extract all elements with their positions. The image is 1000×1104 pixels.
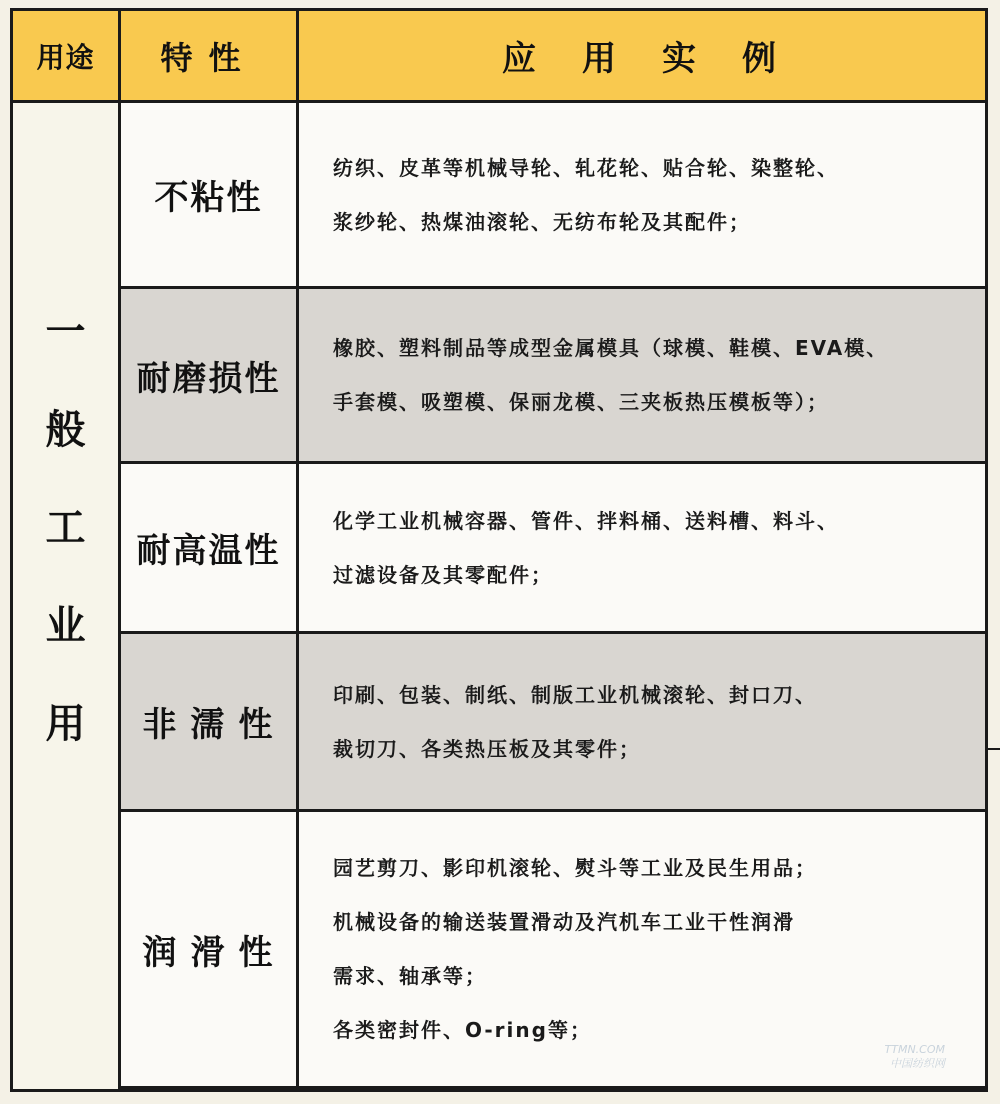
property-cell: 润滑性	[121, 812, 299, 1086]
application-line: 手套模、吸塑模、保丽龙模、三夹板热压模板等）；	[333, 390, 829, 414]
application-line: 印刷、包装、制纸、制版工业机械滚轮、封口刀、	[333, 682, 817, 707]
application-cell	[299, 812, 985, 1086]
application-line: 各类密封件、O-ring等；	[333, 1018, 592, 1042]
application-cell	[299, 289, 985, 461]
application-table	[10, 8, 988, 1092]
watermark: TTMN.COM 中国纺织网	[884, 1043, 945, 1070]
header-use: 用途	[13, 11, 121, 103]
application-line: 化学工业机械容器、管件、拌料桶、送料槽、料斗、	[333, 508, 839, 533]
property-cell: 耐磨损性	[121, 289, 299, 461]
application-line: 纺织、皮革等机械导轮、轧花轮、贴合轮、染整轮、	[333, 155, 839, 180]
use-char: 工	[45, 505, 86, 551]
table-row	[121, 289, 985, 464]
header-application: 应用实例	[299, 11, 985, 103]
property-cell: 非濡性	[121, 634, 299, 809]
table-row	[121, 634, 985, 812]
use-char: 般	[45, 407, 86, 453]
application-line: 机械设备的输送装置滑动及汽机车工业干性润滑	[333, 910, 795, 934]
application-line: 过滤设备及其零配件；	[333, 562, 553, 587]
application-line: 橡胶、塑料制品等成型金属模具（球模、鞋模、EVA模、	[333, 336, 889, 360]
application-line: 浆纱轮、热煤油滚轮、无纺布轮及其配件；	[333, 209, 751, 234]
table-row	[121, 103, 985, 289]
application-cell	[299, 464, 985, 631]
application-cell	[299, 634, 985, 809]
edge-tick-mark	[986, 748, 1000, 750]
application-line: 园艺剪刀、影印机滚轮、熨斗等工业及民生用品；	[333, 856, 817, 880]
use-category-cell	[13, 103, 121, 1089]
application-cell	[299, 103, 985, 286]
use-category-text	[13, 283, 118, 773]
property-cell: 耐高温性	[121, 464, 299, 631]
use-char: 用	[45, 701, 86, 747]
property-cell: 不粘性	[121, 103, 299, 286]
header-property: 特性	[121, 11, 299, 103]
use-char: 业	[45, 603, 86, 649]
application-line: 需求、轴承等；	[333, 964, 487, 988]
table-row	[121, 812, 985, 1089]
table-row	[121, 464, 985, 634]
use-char: 一	[45, 309, 86, 355]
application-line: 裁切刀、各类热压板及其零件；	[333, 736, 641, 761]
